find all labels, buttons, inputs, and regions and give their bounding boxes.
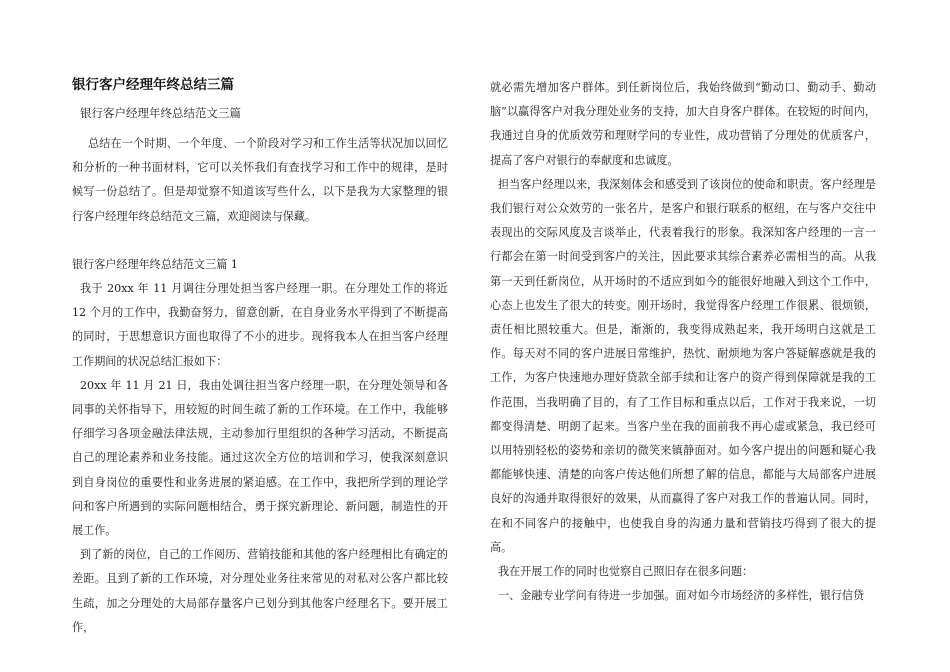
body-paragraph: 就必需先增加客户群体。到任新岗位后，我始终做到“勤动口、勤动手、勤动脑”以赢得客户对我分理处业务的支持，加大自身客户群体。在较短的时间内，我通过自身的优质效劳和理财学问的专业性，成功营销了分理处的优质客户，提高了客户对银行的奉献度和忠诚度。 [490,81,876,167]
body-paragraph: 我于 20xx 年 11 月调往分理处担当客户经理一职。在分理处工作的将近 12 个月的工作中，我勤奋努力，留意创新，在自身业务水平得到了不断提高的同时，于思想意识方面也取得了不小的进步。现将我本人在担当客户经理工作期间的状况总结汇报如下： [72,282,448,368]
intro-paragraph: 总结在一个时期、一个年度、一个阶段对学习和工作生活等状况加以回忆和分析的一种书面材料，它可以关怀我们有查找学习和工作中的规律，是时候写一份总结了。但是却觉察不知道该写些什么，以下是我为大家整理的银行客户经理年终总结范文三篇，欢迎阅读与保藏。 [72,137,448,223]
body-paragraph: 担当客户经理以来，我深刻体会和感受到了该岗位的使命和职责。客户经理是我们银行对公众效劳的一张名片，是客户和银行联系的枢纽，在与客户交往中表现出的交际风度及言谈举止，代表着我行的形象。我深知客户经理的一言一行都会在第一时间受到客户的关注，因此要求其综合素养必需相当的高。从我第一天到任新岗位，从开场时的不适应到如今的能很好地融入到这个工作中，心态上也发生了很大的转变。刚开场时，我觉得客户经理工作很累、很烦锁，责任相比照较重大。但是，渐渐的，我变得成熟起来，我开场明白这就是工作。每天对不同的客户进展日常维护，热忱、耐烦地为客户答疑解惑就是我的工作，为客户快速地办理好贷款全部手续和让客户的资产得到保障就是我的工作范围，当我明确了目的，有了工作目标和重点以后，工作对于我来说，一切都变得清楚、明朗了起来。当客户坐在我的面前我不再心虚或紧急，我已经可以用特别轻松的姿势和亲切的微笑来镇静面对。如今客户提出的问题和疑心我都能够快速、清楚的向客户传达他们所想了解的信息，都能与大局部客户进展良好的沟通并取得很好的效果，从而赢得了客户对我工作的普遍认同。同时，在和不同客户的接触中，也使我自身的沟通力量和营销技巧得到了很大的提高。 [490,177,876,554]
body-paragraph: 到了新的岗位，自己的工作阅历、营销技能和其他的客户经理相比有确定的差距。且到了新的工作环境，对分理处业务往来常见的对私对公客户都比较生疏，加之分理处的大局部存量客户已划分到其他客户经理名下。要开展工作， [72,548,448,634]
document-title: 银行客户经理年终总结三篇 [72,77,234,93]
body-paragraph: 一、金融专业学问有待进一步加强。面对如今市场经济的多样性，银行信贷 [498,589,865,603]
document-subtitle: 银行客户经理年终总结范文三篇 [80,106,241,120]
left-column [72,76,448,640]
paragraph-gap [72,229,448,253]
body-paragraph: 我在开展工作的同时也觉察自己照旧存在很多问题： [498,565,754,579]
right-column [490,76,876,608]
section-heading: 银行客户经理年终总结范文三篇 1 [72,257,238,271]
body-paragraph: 20xx 年 11 月 21 日，我由处调往担当客户经理一职，在分理处领导和各同事的关怀指导下，用较短的时间生疏了新的工作环境。在工作中，我能够仔细学习各项金融法律法规，主动参加行里组织的各种学习活动，不断提高自己的理论素养和业务技能。通过这次全方位的培训和学习，使我深刻意识到自身岗位的重要性和业务进展的紧迫感。在工作中，我把所学到的理论学问和客户所遇到的实际问题相结合，勇于探究新理论、新问题，制造性的开展工作。 [72,378,448,538]
